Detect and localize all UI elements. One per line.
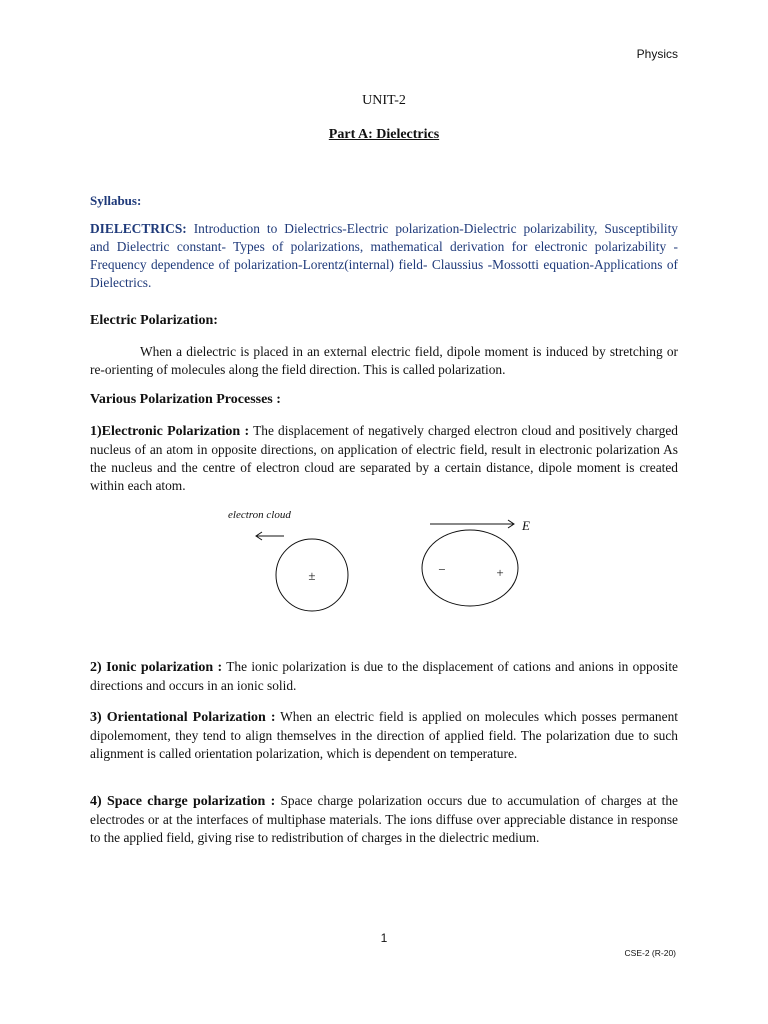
- part-title-text: Part A: Dielectrics: [328, 127, 440, 142]
- electric-polarization-text: When a dielectric is placed in an external electric field, dipole moment is induced by stretching or re-orienting of molecules along the field direction. This is called polarization.: [90, 344, 678, 377]
- electronic-polarization-diagram: [0, 500, 768, 620]
- syllabus-body: Introduction to Dielectrics-Electric polarization-Dielectric polarizability, Susceptibility and Dielectric constant- Types of polarizations, mathematical derivation for electronic polarizability - Frequency dependence of polarization-Lorentz(internal) field- Claussius -Mossotti equation-Applications of Dielectrics.: [90, 221, 678, 290]
- minus-charge-symbol: −: [438, 562, 446, 577]
- various-processes-heading: Various Polarization Processes :: [90, 392, 281, 407]
- electronic-polarization-heading: 1)Electronic Polarization :: [90, 424, 250, 439]
- electron-cloud-label: electron cloud: [228, 509, 291, 521]
- electric-polarization-heading: Electric Polarization:: [90, 313, 218, 328]
- electronic-polarization-paragraph: [90, 422, 678, 495]
- orientational-polarization-text: When an electric field is applied on molecules which posses permanent dipolemoment, they tend to align themselves in the direction of applied field. The polarization due to such alignment is called orientation polarization, which is dependent on temperature.: [90, 709, 678, 761]
- plus-charge-symbol: +: [496, 565, 504, 580]
- space-charge-polarization-text: Space charge polarization occurs due to accumulation of charges at the electrodes or at the interfaces of multiphase materials. The ions diffuse over appreciable distance in response to the applied field, giving rise to redistribution of charges in the dielectric medium.: [90, 793, 679, 845]
- field-label: E: [522, 518, 530, 533]
- footer-code: CSE-2 (R-20): [624, 948, 676, 958]
- ionic-polarization-text: The ionic polarization is due to the displacement of cations and anions in opposite directions and occurs in an ionic solid.: [90, 659, 679, 693]
- electron-cloud-arrow: [256, 532, 284, 540]
- ionic-polarization-paragraph: [90, 658, 678, 695]
- syllabus-lead: DIELECTRICS:: [90, 221, 187, 236]
- part-title: [0, 127, 768, 143]
- orientational-polarization-heading: 3) Orientational Polarization :: [90, 710, 276, 725]
- page-number: 1: [380, 931, 388, 945]
- header-subject: Physics: [636, 47, 678, 61]
- electronic-polarization-text: The displacement of negatively charged electron cloud and positively charged nucleus of an atom in opposite directions, on application of electric field, result in electronic polarization As the nucleus and the centre of electron cloud are separated by a certain distance, dipole moment is created within each atom.: [90, 423, 678, 493]
- unpolarized-charge-symbol: ±: [308, 568, 316, 583]
- field-arrow: [430, 520, 514, 528]
- ionic-polarization-heading: 2) Ionic polarization :: [90, 660, 223, 675]
- orientational-polarization-paragraph: [90, 708, 678, 763]
- unit-title: UNIT-2: [362, 93, 406, 108]
- space-charge-polarization-paragraph: [90, 792, 678, 847]
- space-charge-polarization-heading: 4) Space charge polarization :: [90, 794, 276, 809]
- syllabus-text: [90, 220, 678, 292]
- syllabus-label: Syllabus:: [90, 193, 142, 208]
